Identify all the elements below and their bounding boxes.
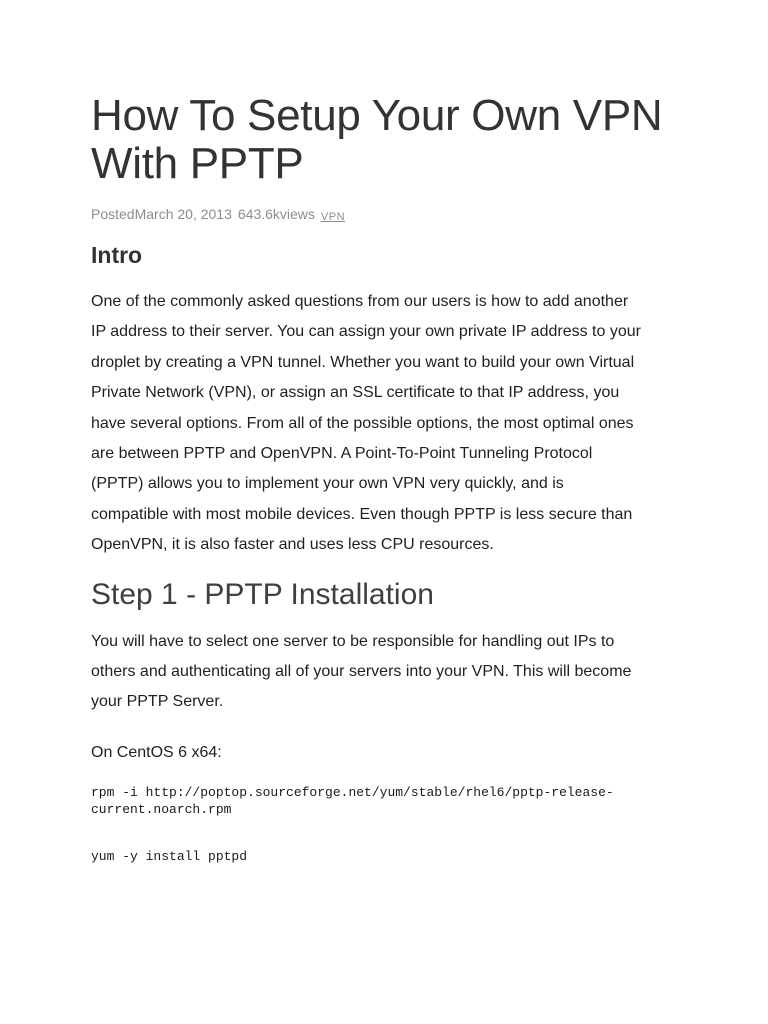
tag-link-vpn[interactable]: VPN bbox=[320, 211, 346, 223]
intro-line: (PPTP) allows you to implement your own VPN very quickly, and is bbox=[91, 475, 564, 493]
intro-line: IP address to their server. You can assign your own private IP address to your bbox=[91, 323, 641, 341]
code-block-yum-install: yum -y install pptpd bbox=[91, 848, 248, 864]
intro-line: droplet by creating a VPN tunnel. Whether you want to build your own Virtual bbox=[91, 353, 635, 371]
step1-paragraph bbox=[91, 627, 691, 718]
os-label: On CentOS 6 x64: bbox=[91, 743, 222, 761]
posted-date: PostedMarch 20, 2013 bbox=[91, 206, 232, 222]
article-title: How To Setup Your Own VPN With PPTP bbox=[91, 91, 663, 188]
article bbox=[91, 92, 691, 865]
article-meta bbox=[91, 204, 691, 224]
intro-line: compatible with most mobile devices. Even though PPTP is less secure than bbox=[91, 505, 633, 523]
intro-line: Private Network (VPN), or assign an SSL certificate to that IP address, you bbox=[91, 384, 620, 402]
view-count: 643.6kviews bbox=[237, 206, 315, 222]
intro-heading: Intro bbox=[91, 242, 143, 268]
intro-line: are between PPTP and OpenVPN. A Point-To-Point Tunneling Protocol bbox=[91, 445, 593, 463]
step1-line: others and authenticating all of your servers into your VPN. This will become bbox=[91, 663, 632, 681]
intro-line: have several options. From all of the possible options, the most optimal ones bbox=[91, 414, 634, 432]
step1-line: You will have to select one server to be responsible for handling out IPs to bbox=[91, 632, 615, 650]
intro-paragraph bbox=[91, 287, 691, 561]
step1-heading: Step 1 - PPTP Installation bbox=[91, 577, 434, 611]
intro-line: OpenVPN, it is also faster and uses less CPU resources. bbox=[91, 536, 494, 554]
step1-line: your PPTP Server. bbox=[91, 693, 224, 711]
code-block-rpm-install: rpm -i http://poptop.sourceforge.net/yum/stable/rhel6/pptp-release- current.noarch.rpm bbox=[91, 784, 614, 817]
intro-line: One of the commonly asked questions from our users is how to add another bbox=[91, 293, 629, 310]
